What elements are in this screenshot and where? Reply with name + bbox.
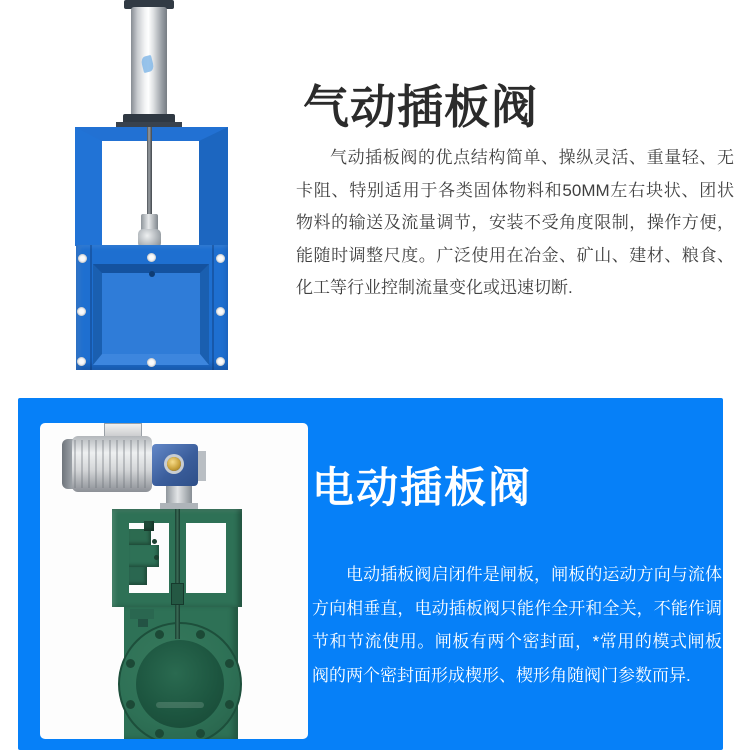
gate-panel — [93, 264, 209, 365]
side-knob — [144, 521, 154, 531]
electric-valve-description: 电动插板阀启闭件是闸板，闸板的运动方向与流体方向相垂直，电动插板阀只能作全开和全关，不能作调节和节流使用。闸板有两个密封面，*常用的模式闸板阀的两个密封面形成楔形、楔形角随阀门参数而异. — [312, 565, 722, 685]
frame-window — [186, 523, 226, 593]
gearbox-flange — [198, 451, 206, 481]
stem-rod — [175, 509, 180, 639]
bolt-hole — [77, 357, 86, 366]
stem-coupling — [171, 583, 184, 605]
flange-bolt-hole — [196, 630, 205, 639]
electric-valve-section — [18, 398, 723, 750]
pneumatic-valve-description: 气动插板阀的优点结构简单、操纵灵活、重量轻、无卡阻、特别适用于各类固体物料和50MM左右块状、团状物料的输送及流量调节，安装不受角度限制，操作方便，能随时调整尺度。广泛使用在冶金、矿山、建材、粮食、化工等行业控制流量变化或迅速切断. — [296, 148, 734, 298]
flange-bolt-hole — [225, 659, 234, 668]
bolt-hole — [216, 357, 225, 366]
flow-port — [136, 640, 224, 728]
bolt-hole — [147, 253, 156, 262]
flange-bolt-hole — [196, 729, 205, 738]
pneumatic-valve-photo — [0, 0, 300, 430]
foot-bracket — [130, 609, 154, 619]
piston-rod — [147, 127, 152, 217]
bolt-hole — [77, 307, 86, 316]
flange-bolt-hole — [155, 729, 164, 738]
flange-bolt-hole — [155, 630, 164, 639]
pneumatic-valve-title: 气动插板阀 — [303, 81, 538, 133]
electric-valve-title: 电动插板阀 — [312, 464, 533, 511]
body-seam — [90, 245, 92, 370]
bolt-hole — [216, 254, 225, 263]
electric-motor — [72, 436, 152, 492]
panel-hole — [149, 271, 155, 277]
bolt-hole — [78, 254, 87, 263]
foot-bracket — [138, 619, 148, 627]
bolt-dot — [154, 555, 159, 560]
bolt-dot — [152, 539, 157, 544]
gearbox-hub — [167, 457, 181, 471]
bolt-hole — [216, 307, 225, 316]
electric-valve-photo — [40, 423, 308, 739]
flange-bolt-hole — [225, 700, 234, 709]
side-bracket — [129, 529, 151, 545]
body-seam — [212, 245, 214, 370]
flange-bolt-hole — [126, 700, 135, 709]
side-bracket — [129, 567, 147, 585]
flange-bolt-hole — [126, 659, 135, 668]
bolt-hole — [147, 358, 156, 367]
